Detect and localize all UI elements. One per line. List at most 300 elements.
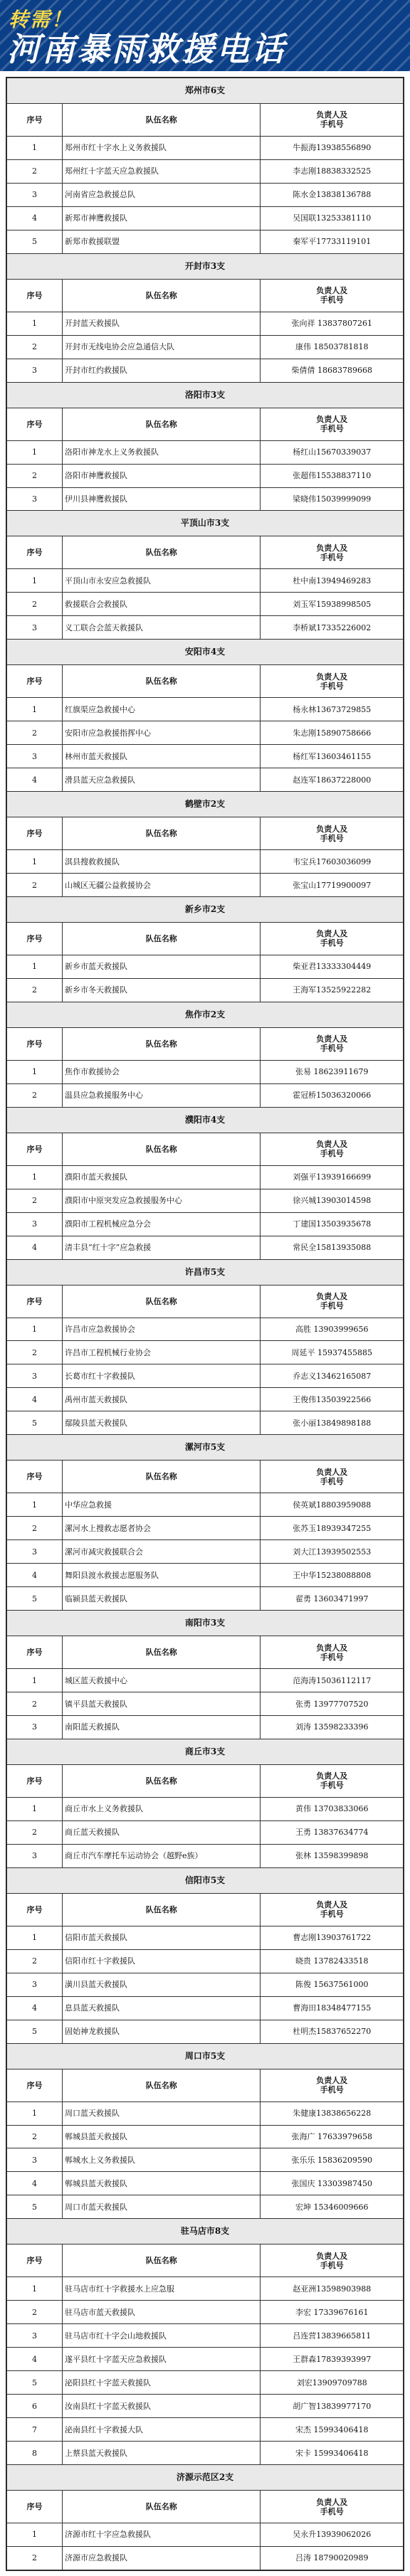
row-seq: 2 <box>7 1517 63 1540</box>
row-seq: 3 <box>7 2324 63 2348</box>
row-team: 平顶山市永安应急救援队 <box>62 569 261 593</box>
column-header-row <box>7 2069 404 2101</box>
col-contact <box>261 1764 404 1797</box>
row-seq: 1 <box>7 2523 63 2547</box>
row-contact: 丁建国13503935678 <box>261 1212 404 1236</box>
row-team: 淇县搜救救援队 <box>62 850 261 874</box>
table-row <box>7 312 404 335</box>
row-contact: 张国庆 13303987450 <box>261 2172 404 2195</box>
row-seq: 1 <box>7 1797 63 1820</box>
row-team: 信阳市红十字救援队 <box>62 1949 261 1973</box>
table-row <box>7 1716 404 1739</box>
table-row <box>7 1236 404 1259</box>
column-header-row <box>7 1764 404 1797</box>
row-team: 遂平县红十字蓝天应急救援队 <box>62 2348 261 2371</box>
table-row <box>7 1844 404 1867</box>
col-team: 队伍名称 <box>62 1636 261 1669</box>
col-seq: 序号 <box>7 1027 63 1060</box>
row-team: 固始神龙救援队 <box>62 2020 261 2043</box>
row-seq: 5 <box>7 1411 63 1435</box>
row-seq: 5 <box>7 2371 63 2395</box>
table-row <box>7 1388 404 1411</box>
col-contact-line2: 手机号 <box>320 2085 344 2095</box>
row-contact: 杜明杰15837652270 <box>261 2020 404 2043</box>
section-header <box>7 792 404 817</box>
row-team: 河南省应急救援总队 <box>62 183 261 206</box>
row-contact: 张乐乐 15836209590 <box>261 2148 404 2172</box>
row-seq: 5 <box>7 2195 63 2219</box>
col-contact-line1: 负责人及 <box>316 2497 348 2507</box>
row-team: 红旗渠应急救援中心 <box>62 698 261 721</box>
row-seq: 3 <box>7 1716 63 1739</box>
row-contact: 柴亚君13333304449 <box>261 955 404 978</box>
column-header-row <box>7 817 404 850</box>
row-team: 驻马店市蓝天救援队 <box>62 2301 261 2324</box>
table-row <box>7 359 404 382</box>
row-team: 焦作市救援协会 <box>62 1060 261 1083</box>
row-team: 驻马店市红十字救援水上应急服 <box>62 2277 261 2301</box>
row-seq: 2 <box>7 2301 63 2324</box>
row-contact: 朱健康13838656228 <box>261 2101 404 2125</box>
row-team: 镇平县蓝天救援队 <box>62 1692 261 1716</box>
row-team: 济源市应急救援队 <box>62 2546 261 2570</box>
row-team: 救援联合会救援队 <box>62 593 261 616</box>
row-seq: 1 <box>7 1060 63 1083</box>
col-contact-line1: 负责人及 <box>316 1771 348 1781</box>
table-row <box>7 2125 404 2148</box>
col-contact <box>261 408 404 440</box>
column-header-row <box>7 1027 404 1060</box>
row-team: 林州市蓝天救援队 <box>62 745 261 768</box>
row-seq: 1 <box>7 1165 63 1189</box>
row-team: 鄢陵县蓝天救援队 <box>62 1411 261 1435</box>
city-title: 郑州市6支 <box>7 78 404 104</box>
row-team: 开封蓝天救援队 <box>62 312 261 335</box>
col-contact-line1: 负责人及 <box>316 824 348 834</box>
row-team: 舞阳县渡水救援志愿服务队 <box>62 1564 261 1587</box>
row-team: 清丰县“红十字”应急救援 <box>62 1236 261 1259</box>
col-contact-line2: 手机号 <box>320 1149 344 1159</box>
table-row <box>7 698 404 721</box>
section-header <box>7 253 404 279</box>
row-team: 郑州红十字蓝天应急救援队 <box>62 159 261 183</box>
row-team: 郑州市红十字水上义务救援队 <box>62 136 261 159</box>
column-header-row <box>7 665 404 698</box>
row-team: 息县蓝天救援队 <box>62 1996 261 2020</box>
row-contact: 张向祥 13837807261 <box>261 312 404 335</box>
row-seq: 2 <box>7 1820 63 1844</box>
row-contact: 韦宝兵17603036099 <box>261 850 404 874</box>
section-header <box>7 382 404 408</box>
row-team: 滑县蓝天应急救援队 <box>62 768 261 792</box>
table-row <box>7 2546 404 2570</box>
column-header-row <box>7 536 404 569</box>
col-contact <box>261 1133 404 1165</box>
row-contact: 张宝山17719900097 <box>261 874 404 897</box>
col-team: 队伍名称 <box>62 279 261 312</box>
col-contact-line2: 手机号 <box>320 833 344 843</box>
row-contact: 张海广 17633979658 <box>261 2125 404 2148</box>
col-team: 队伍名称 <box>62 2244 261 2277</box>
row-seq: 3 <box>7 616 63 640</box>
col-contact <box>261 2244 404 2277</box>
row-seq: 4 <box>7 206 63 230</box>
row-seq: 3 <box>7 359 63 382</box>
row-seq: 2 <box>7 335 63 359</box>
row-team: 安阳市应急救援指挥中心 <box>62 721 261 745</box>
row-seq: 5 <box>7 230 63 253</box>
table-row <box>7 1820 404 1844</box>
col-contact <box>261 665 404 698</box>
row-team: 新乡市蓝天救援队 <box>62 955 261 978</box>
col-team: 队伍名称 <box>62 1461 261 1493</box>
row-seq: 3 <box>7 745 63 768</box>
table-row <box>7 1587 404 1611</box>
table-row <box>7 1564 404 1587</box>
row-seq: 3 <box>7 1540 63 1564</box>
table-row <box>7 874 404 897</box>
row-seq: 4 <box>7 1996 63 2020</box>
row-seq: 2 <box>7 1189 63 1212</box>
row-team: 洛阳市神鹰救援队 <box>62 464 261 487</box>
row-contact: 陈水金13838136788 <box>261 183 404 206</box>
row-contact: 高胜 13903999656 <box>261 1318 404 1341</box>
row-seq: 2 <box>7 2125 63 2148</box>
row-contact: 赵连军18637228000 <box>261 768 404 792</box>
table-row <box>7 1517 404 1540</box>
table-row <box>7 1692 404 1716</box>
row-seq: 2 <box>7 1083 63 1107</box>
row-team: 新乡市冬天救援队 <box>62 978 261 1002</box>
column-header-row <box>7 1285 404 1318</box>
table-row <box>7 2442 404 2465</box>
col-team: 队伍名称 <box>62 1893 261 1926</box>
row-seq: 2 <box>7 1692 63 1716</box>
row-contact: 赵亚洲13598903988 <box>261 2277 404 2301</box>
table-row <box>7 1926 404 1949</box>
row-contact: 刘强平13939166699 <box>261 1165 404 1189</box>
row-team: 温县应急救援服务中心 <box>62 1083 261 1107</box>
row-contact: 晓贵 13782433518 <box>261 1949 404 1973</box>
row-team: 郸城县蓝天救援队 <box>62 2172 261 2195</box>
row-seq: 2 <box>7 2546 63 2570</box>
row-team: 郸城水上义务救援队 <box>62 2148 261 2172</box>
row-team: 漯河水上搜救志愿者协会 <box>62 1517 261 1540</box>
city-title: 商丘市3支 <box>7 1739 404 1764</box>
row-contact: 胡广智13839977170 <box>261 2395 404 2418</box>
row-contact: 李志刚18838332525 <box>261 159 404 183</box>
row-contact: 杨红军13603461155 <box>261 745 404 768</box>
col-seq: 序号 <box>7 665 63 698</box>
row-team: 濮阳市工程机械应急分会 <box>62 1212 261 1236</box>
row-contact: 柴倩倩 18683789668 <box>261 359 404 382</box>
col-seq: 序号 <box>7 536 63 569</box>
row-contact: 吕涛 18790020989 <box>261 2546 404 2570</box>
section-header <box>7 1107 404 1133</box>
table-row <box>7 1669 404 1692</box>
row-seq: 1 <box>7 136 63 159</box>
col-team: 队伍名称 <box>62 1027 261 1060</box>
section-header <box>7 1739 404 1764</box>
banner-title: 河南暴雨救援电话 <box>7 30 286 68</box>
col-team: 队伍名称 <box>62 665 261 698</box>
column-header-row <box>7 1636 404 1669</box>
row-seq: 1 <box>7 312 63 335</box>
col-contact-line1: 负责人及 <box>316 672 348 682</box>
table-row <box>7 2395 404 2418</box>
table-row <box>7 1083 404 1107</box>
row-seq: 8 <box>7 2442 63 2465</box>
rescue-table <box>6 78 404 2570</box>
row-team: 周口市蓝天救援队 <box>62 2195 261 2219</box>
table-row <box>7 335 404 359</box>
row-contact: 朱志刚15890758666 <box>261 721 404 745</box>
row-contact: 常民全15813935088 <box>261 1236 404 1259</box>
col-team: 队伍名称 <box>62 1764 261 1797</box>
row-contact: 张小丽13849898188 <box>261 1411 404 1435</box>
row-seq: 4 <box>7 1236 63 1259</box>
section-header <box>7 511 404 536</box>
table-row <box>7 2418 404 2442</box>
col-contact-line2: 手机号 <box>320 295 344 305</box>
col-contact-line2: 手机号 <box>320 1652 344 1662</box>
section-header <box>7 1002 404 1027</box>
col-contact <box>261 817 404 850</box>
column-header-row <box>7 103 404 136</box>
row-team: 濮阳市中原突发应急救援服务中心 <box>62 1189 261 1212</box>
table-row <box>7 616 404 640</box>
row-contact: 翟勇 13603471997 <box>261 1587 404 1611</box>
row-team: 临颍县蓝天救援队 <box>62 1587 261 1611</box>
city-title: 安阳市4支 <box>7 640 404 665</box>
column-header-row <box>7 2491 404 2523</box>
rescue-table-body <box>7 78 404 2570</box>
row-contact: 王勇 13837634774 <box>261 1820 404 1844</box>
col-contact-line1: 负责人及 <box>316 1900 348 1910</box>
row-contact: 宋卡 15993406418 <box>261 2442 404 2465</box>
row-team: 禹州市蓝天救援队 <box>62 1388 261 1411</box>
row-team: 商丘市汽车摩托车运动协会（越野e族） <box>62 1844 261 1867</box>
col-contact <box>261 2069 404 2101</box>
col-contact-line2: 手机号 <box>320 1301 344 1311</box>
row-contact: 张林 13598399898 <box>261 1844 404 1867</box>
section-header <box>7 2465 404 2491</box>
row-seq: 1 <box>7 2277 63 2301</box>
row-contact: 秦军平17733119101 <box>261 230 404 253</box>
row-seq: 3 <box>7 183 63 206</box>
table-row <box>7 1996 404 2020</box>
row-seq: 1 <box>7 850 63 874</box>
row-seq: 1 <box>7 440 63 464</box>
row-contact: 刘玉军15938998505 <box>261 593 404 616</box>
col-team: 队伍名称 <box>62 408 261 440</box>
city-title: 鹤壁市2支 <box>7 792 404 817</box>
row-team: 山城区无疆公益救援协会 <box>62 874 261 897</box>
col-seq: 序号 <box>7 817 63 850</box>
row-team: 上蔡县蓝天救援队 <box>62 2442 261 2465</box>
table-row <box>7 2020 404 2043</box>
city-title: 信阳市5支 <box>7 1867 404 1893</box>
col-contact <box>261 536 404 569</box>
table-row <box>7 2277 404 2301</box>
row-seq: 2 <box>7 874 63 897</box>
col-contact-line2: 手机号 <box>320 1909 344 1919</box>
row-team: 漯河市减灾救援联合会 <box>62 1540 261 1564</box>
city-title: 周口市5支 <box>7 2043 404 2069</box>
col-team: 队伍名称 <box>62 2491 261 2523</box>
row-contact: 张勇 13977707520 <box>261 1692 404 1716</box>
table-row <box>7 1318 404 1341</box>
col-contact-line1: 负责人及 <box>316 1140 348 1150</box>
row-seq: 1 <box>7 955 63 978</box>
col-contact-line1: 负责人及 <box>316 415 348 425</box>
column-header-row <box>7 1893 404 1926</box>
section-header <box>7 1611 404 1636</box>
section-header <box>7 78 404 104</box>
table-row <box>7 593 404 616</box>
row-seq: 5 <box>7 1587 63 1611</box>
row-seq: 3 <box>7 487 63 511</box>
col-seq: 序号 <box>7 922 63 955</box>
row-seq: 3 <box>7 1844 63 1867</box>
row-seq: 3 <box>7 1364 63 1388</box>
row-contact: 王海军13525922282 <box>261 978 404 1002</box>
banner-subtitle: 转需！ <box>9 8 73 31</box>
row-contact: 周延平 15937455885 <box>261 1341 404 1364</box>
col-contact-line1: 负责人及 <box>316 1292 348 1302</box>
row-contact: 梁晓伟15039999099 <box>261 487 404 511</box>
column-header-row <box>7 279 404 312</box>
table-row <box>7 768 404 792</box>
table-row <box>7 464 404 487</box>
row-team: 许昌市工程机械行业协会 <box>62 1341 261 1364</box>
section-header <box>7 897 404 923</box>
table-row <box>7 1364 404 1388</box>
table-row <box>7 1212 404 1236</box>
row-contact: 杨永林13673729855 <box>261 698 404 721</box>
row-team: 南阳蓝天救援队 <box>62 1716 261 1739</box>
row-seq: 1 <box>7 1926 63 1949</box>
col-seq: 序号 <box>7 1893 63 1926</box>
row-seq: 1 <box>7 1493 63 1517</box>
row-seq: 3 <box>7 2148 63 2172</box>
row-team: 许昌市应急救援协会 <box>62 1318 261 1341</box>
row-seq: 6 <box>7 2395 63 2418</box>
table-row <box>7 1949 404 1973</box>
row-contact: 张苏玉18939347255 <box>261 1517 404 1540</box>
column-header-row <box>7 922 404 955</box>
col-contact <box>261 1636 404 1669</box>
col-team: 队伍名称 <box>62 1285 261 1318</box>
table-row <box>7 2172 404 2195</box>
table-row <box>7 569 404 593</box>
column-header-row <box>7 1461 404 1493</box>
table-row <box>7 2301 404 2324</box>
row-seq: 2 <box>7 978 63 1002</box>
row-team: 开封市红约救援队 <box>62 359 261 382</box>
row-seq: 4 <box>7 2348 63 2371</box>
section-header <box>7 640 404 665</box>
col-seq: 序号 <box>7 1133 63 1165</box>
row-seq: 2 <box>7 1341 63 1364</box>
table-row <box>7 721 404 745</box>
row-seq: 1 <box>7 1669 63 1692</box>
table-row <box>7 1411 404 1435</box>
section-header <box>7 2043 404 2069</box>
table-row <box>7 159 404 183</box>
row-seq: 3 <box>7 1212 63 1236</box>
row-team: 汝南县红十字蓝天救援队 <box>62 2395 261 2418</box>
section-header <box>7 2219 404 2244</box>
row-contact: 曹海田18348477155 <box>261 1996 404 2020</box>
city-title: 漯河市5支 <box>7 1435 404 1461</box>
row-seq: 4 <box>7 1564 63 1587</box>
col-contact-line2: 手机号 <box>320 1044 344 1054</box>
col-contact-line1: 负责人及 <box>316 1467 348 1477</box>
city-title: 驻马店市8支 <box>7 2219 404 2244</box>
col-team: 队伍名称 <box>62 536 261 569</box>
row-seq: 1 <box>7 1318 63 1341</box>
row-contact: 张易 18623911679 <box>261 1060 404 1083</box>
col-contact-line2: 手机号 <box>320 681 344 691</box>
column-header-row <box>7 2244 404 2277</box>
row-contact: 刘大江13939502553 <box>261 1540 404 1564</box>
col-contact <box>261 2491 404 2523</box>
column-header-row <box>7 1133 404 1165</box>
row-contact: 徐兴城13903014598 <box>261 1189 404 1212</box>
col-contact-line2: 手机号 <box>320 2260 344 2270</box>
row-contact: 乔志义13462165087 <box>261 1364 404 1388</box>
table-row <box>7 978 404 1002</box>
row-team: 新郑市救援联盟 <box>62 230 261 253</box>
row-team: 驻马店市红十字会山地救援队 <box>62 2324 261 2348</box>
table-row <box>7 1060 404 1083</box>
col-contact-line2: 手机号 <box>320 1476 344 1486</box>
col-contact <box>261 1893 404 1926</box>
table-row <box>7 850 404 874</box>
row-contact: 康伟 18503781818 <box>261 335 404 359</box>
row-contact: 范海涛15036112117 <box>261 1669 404 1692</box>
row-contact: 王俊伟13503922566 <box>261 1388 404 1411</box>
row-seq: 2 <box>7 159 63 183</box>
col-seq: 序号 <box>7 1285 63 1318</box>
table-row <box>7 1493 404 1517</box>
table-row <box>7 2195 404 2219</box>
col-contact-line1: 负责人及 <box>316 110 348 120</box>
row-team: 濮阳市蓝天救援队 <box>62 1165 261 1189</box>
col-team: 队伍名称 <box>62 2069 261 2101</box>
col-contact <box>261 1285 404 1318</box>
row-seq: 4 <box>7 2172 63 2195</box>
table-row <box>7 1341 404 1364</box>
row-contact: 侯英斌18803959088 <box>261 1493 404 1517</box>
row-seq: 4 <box>7 768 63 792</box>
col-seq: 序号 <box>7 103 63 136</box>
table-row <box>7 1189 404 1212</box>
row-team: 伊川县神鹰救援队 <box>62 487 261 511</box>
col-contact <box>261 922 404 955</box>
col-contact-line1: 负责人及 <box>316 1034 348 1044</box>
col-contact-line1: 负责人及 <box>316 1643 348 1653</box>
row-contact: 杜中南13949469283 <box>261 569 404 593</box>
col-seq: 序号 <box>7 2491 63 2523</box>
table-row <box>7 2101 404 2125</box>
row-contact: 牛振海13938556890 <box>261 136 404 159</box>
table-row <box>7 136 404 159</box>
row-team: 郸城县蓝天救援队 <box>62 2125 261 2148</box>
row-team: 长葛市红十字救援队 <box>62 1364 261 1388</box>
row-team: 洛阳市神龙水上义务救援队 <box>62 440 261 464</box>
